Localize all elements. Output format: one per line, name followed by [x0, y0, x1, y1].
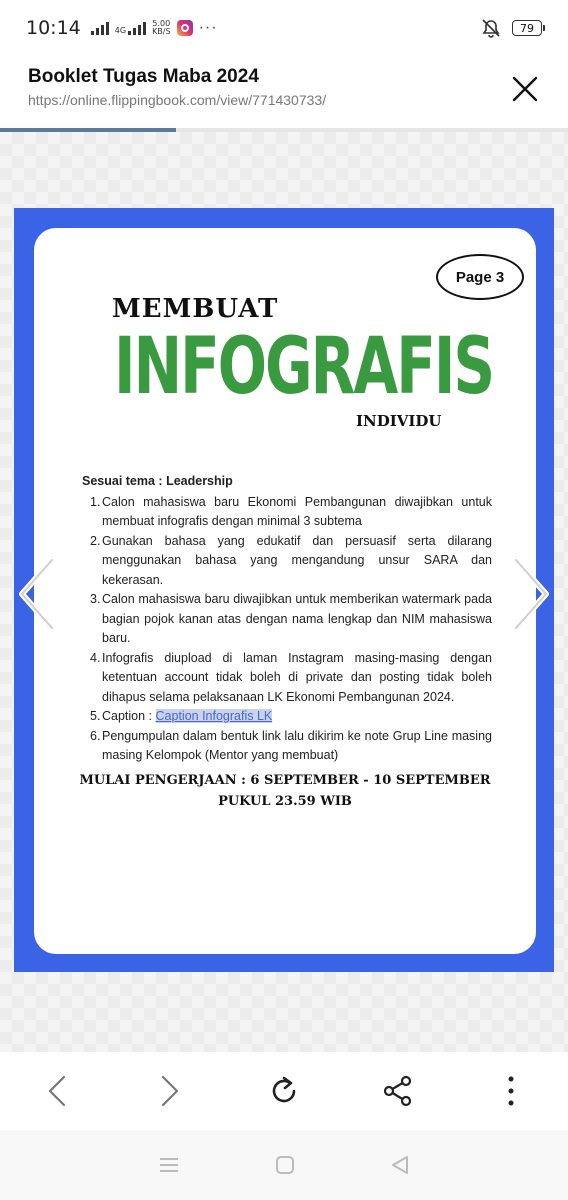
- list-item-number: 1.: [90, 494, 101, 509]
- caption-label: Caption :: [102, 709, 156, 723]
- reload-button[interactable]: [264, 1071, 304, 1111]
- battery-icon: [512, 20, 542, 36]
- schedule-line-1: MULAI PENGERJAAN : 6 SEPTEMBER - 10 SEPTEMBER: [79, 773, 491, 788]
- list-item: [90, 493, 492, 532]
- close-icon[interactable]: [508, 72, 542, 106]
- instructions: [82, 472, 492, 766]
- signal-icon-2: [128, 21, 146, 35]
- share-button[interactable]: [378, 1071, 418, 1111]
- list-item: [90, 649, 492, 708]
- theme-label: Sesuai tema : Leadership: [82, 474, 233, 488]
- page-url[interactable]: https://online.flippingbook.com/view/771430733/: [28, 92, 327, 108]
- back-arrow-icon: [46, 1074, 68, 1108]
- browser-toolbar: [0, 1052, 568, 1130]
- heading-top: MEMBUAT: [112, 294, 279, 324]
- page-number-badge: Page 3: [436, 254, 524, 300]
- list-item: [90, 590, 492, 649]
- system-nav-bar: [0, 1130, 568, 1200]
- more-menu-button[interactable]: [491, 1071, 531, 1111]
- list-item-number: 5.: [90, 709, 101, 723]
- list-item-number: 6.: [90, 728, 101, 743]
- recent-apps-icon[interactable]: [158, 1156, 180, 1174]
- status-icons: [91, 19, 218, 37]
- home-icon[interactable]: [275, 1155, 295, 1175]
- list-item: [90, 727, 492, 766]
- signal-icon: [91, 21, 109, 35]
- instagram-icon: [177, 20, 193, 36]
- network-indicator: [115, 21, 146, 35]
- heading-sub: INDIVIDU: [356, 412, 442, 430]
- list-item-text: Gunakan bahasa yang edukatif dan persuasif serta dilarang menggunakan bahasa yang mengandung unsur SARA dan kekerasan.: [102, 533, 492, 587]
- battery-level: 79: [520, 21, 534, 35]
- reload-icon: [267, 1074, 301, 1108]
- list-item-text: Pengumpulan dalam bentuk link lalu dikirim ke note Grup Line masing masing Kelompok (Mentor yang membuat): [102, 728, 492, 762]
- share-icon: [382, 1075, 414, 1107]
- net-speed-value: 5.00: [152, 19, 171, 28]
- network-label: 4G: [114, 26, 127, 35]
- list-item-number: 3.: [90, 592, 101, 606]
- net-speed-unit: KB/S: [152, 27, 171, 36]
- booklet-page[interactable]: [14, 208, 554, 972]
- list-item: [90, 532, 492, 591]
- schedule: [54, 770, 516, 812]
- list-item-number: 4.: [90, 650, 101, 665]
- mute-icon: [480, 18, 502, 38]
- list-item-text: [102, 707, 492, 727]
- page-title: Booklet Tugas Maba 2024: [28, 66, 259, 87]
- list-item-number: 2.: [90, 533, 101, 548]
- browser-header: [0, 56, 568, 128]
- forward-button[interactable]: [150, 1071, 190, 1111]
- list-item: [90, 707, 492, 727]
- more-notifications-icon: ···: [198, 19, 218, 36]
- back-button[interactable]: [37, 1071, 77, 1111]
- net-speed: [152, 20, 171, 36]
- forward-arrow-icon: [159, 1074, 181, 1108]
- instruction-list: [82, 493, 492, 766]
- page-content: [34, 228, 536, 954]
- status-time: 10:14: [26, 17, 81, 39]
- list-item-text: Calon mahasiswa baru diwajibkan untuk memberikan watermark pada bagian pojok kanan atas dengan nama lengkap dan NIM mahasiswa baru.: [102, 592, 492, 645]
- schedule-line-2: PUKUL 23.59 WIB: [218, 794, 352, 809]
- chevron-left-icon[interactable]: [14, 554, 60, 634]
- system-back-icon[interactable]: [390, 1155, 410, 1175]
- caption-link[interactable]: Caption Infografis LK: [155, 709, 273, 723]
- chevron-right-icon[interactable]: [508, 554, 554, 634]
- heading-main: INFOGRAFIS: [114, 320, 494, 412]
- more-vertical-icon: [507, 1075, 515, 1107]
- flipbook-viewer[interactable]: [0, 132, 568, 1052]
- list-item-text: Calon mahasiswa baru Ekonomi Pembangunan diwajibkan untuk membuat infografis dengan minimal 3 subtema: [102, 494, 492, 528]
- status-right: [480, 18, 542, 38]
- status-bar: [0, 0, 568, 56]
- list-item-text: Infografis diupload di laman Instagram masing-masing dengan ketentuan account tidak boleh di private dan posting tidak boleh dihapus selama pelaksanaan LK Ekonomi Pembangunan 2024.: [102, 650, 492, 704]
